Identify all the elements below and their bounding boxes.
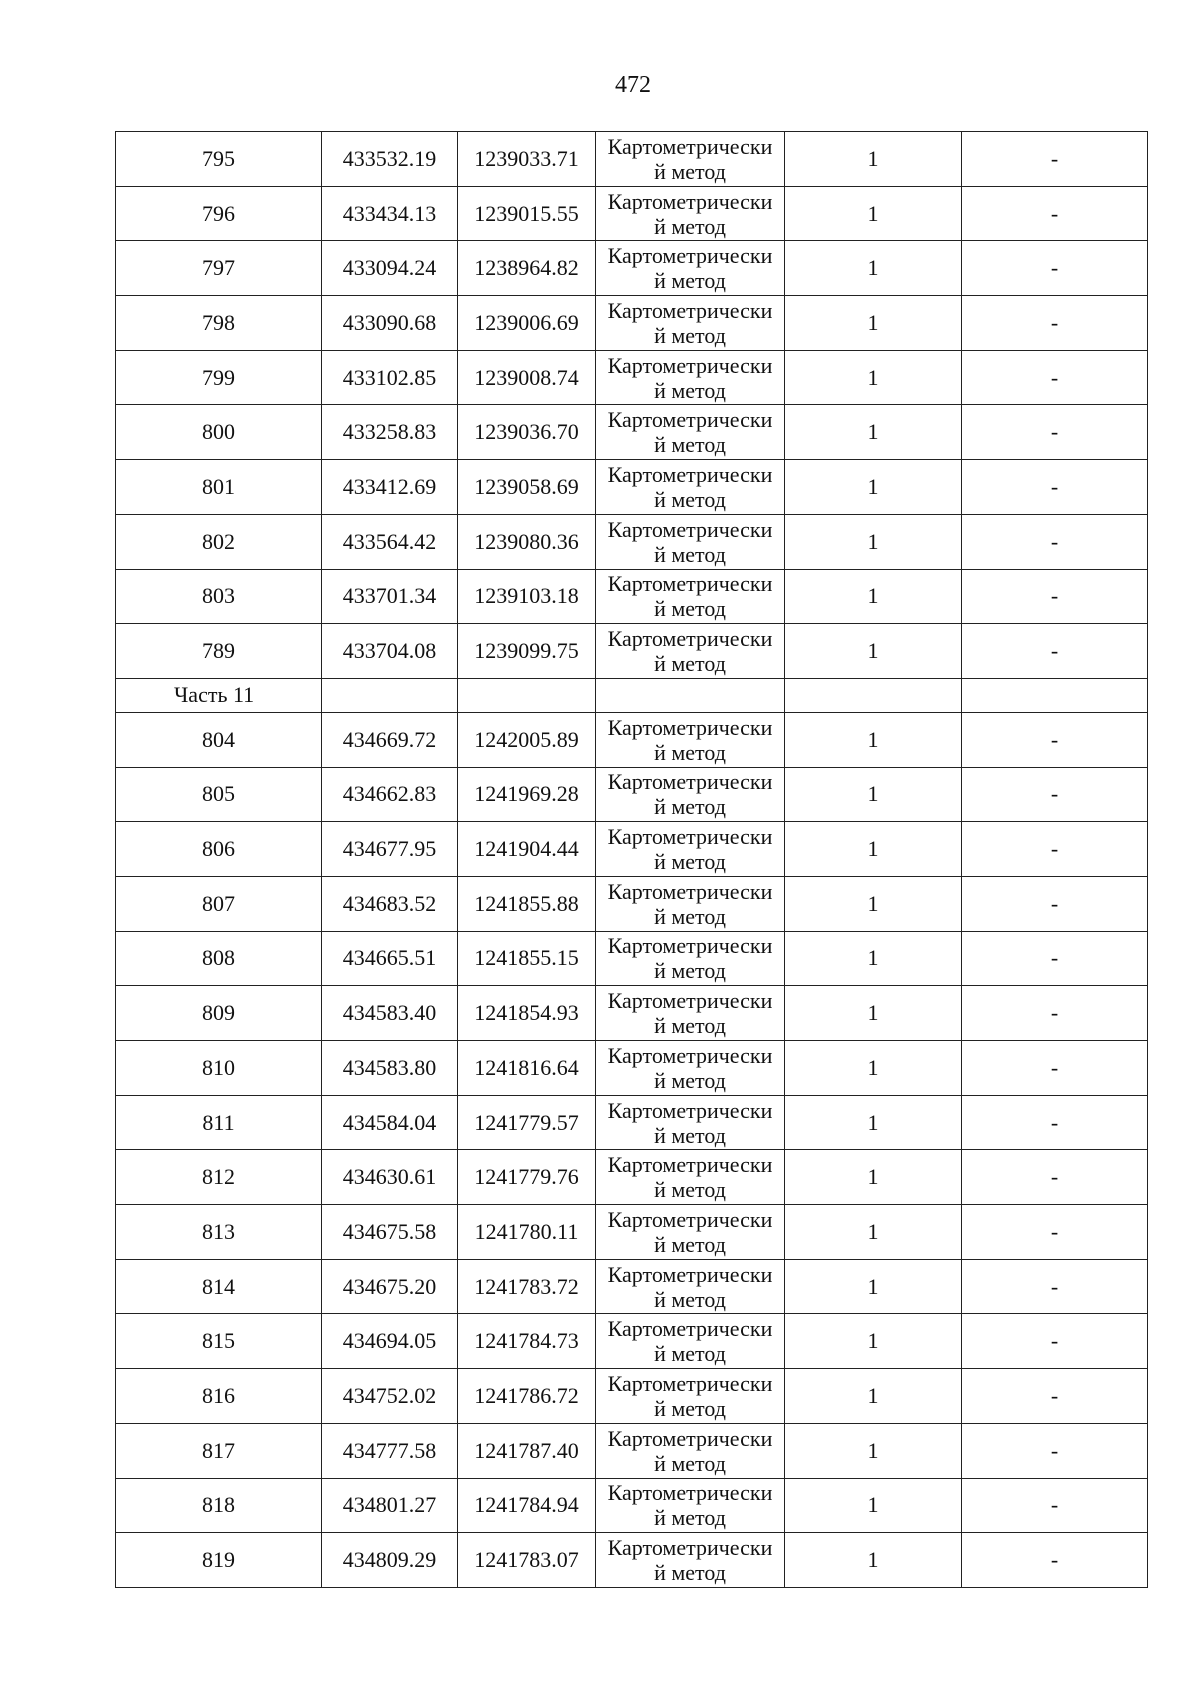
coordinates-table <box>115 131 1148 1588</box>
note-cell: - <box>962 1533 1148 1588</box>
note-cell: - <box>962 767 1148 822</box>
table-row <box>116 1205 1148 1260</box>
note-cell: - <box>962 241 1148 296</box>
empty-cell <box>458 678 596 712</box>
y-coordinate-cell: 1239008.74 <box>458 350 596 405</box>
method-line-2: й метод <box>654 1505 726 1531</box>
method-line-1: Картометрически <box>607 1370 773 1396</box>
method-line-1: Картометрически <box>607 243 773 269</box>
method-line-1: Картометрически <box>607 714 773 740</box>
x-coordinate-cell: 434777.58 <box>322 1423 458 1478</box>
method-line-1: Картометрически <box>607 1042 773 1068</box>
point-id-cell: 812 <box>116 1150 322 1205</box>
accuracy-cell: 1 <box>785 1095 962 1150</box>
y-coordinate-cell: 1241779.76 <box>458 1150 596 1205</box>
accuracy-cell: 1 <box>785 132 962 187</box>
point-id-cell: 789 <box>116 624 322 679</box>
note-cell: - <box>962 186 1148 241</box>
y-coordinate-cell: 1239033.71 <box>458 132 596 187</box>
method-cell <box>596 876 785 931</box>
method-line-1: Картометрически <box>607 133 773 159</box>
y-coordinate-cell: 1239058.69 <box>458 460 596 515</box>
x-coordinate-cell: 433258.83 <box>322 405 458 460</box>
method-line-1: Картометрически <box>607 571 773 597</box>
table-row <box>116 1478 1148 1533</box>
y-coordinate-cell: 1241787.40 <box>458 1423 596 1478</box>
point-id-cell: 800 <box>116 405 322 460</box>
x-coordinate-cell: 434675.58 <box>322 1205 458 1260</box>
accuracy-cell: 1 <box>785 1259 962 1314</box>
table-row <box>116 1041 1148 1096</box>
table-row <box>116 514 1148 569</box>
method-line-1: Картометрически <box>607 1206 773 1232</box>
method-line-2: й метод <box>654 541 726 567</box>
method-cell <box>596 1150 785 1205</box>
y-coordinate-cell: 1241854.93 <box>458 986 596 1041</box>
coordinates-table-body <box>116 132 1148 1588</box>
method-cell <box>596 296 785 351</box>
note-cell: - <box>962 876 1148 931</box>
table-row <box>116 296 1148 351</box>
y-coordinate-cell: 1239036.70 <box>458 405 596 460</box>
table-row <box>116 1150 1148 1205</box>
method-line-2: й метод <box>654 268 726 294</box>
x-coordinate-cell: 434694.05 <box>322 1314 458 1369</box>
x-coordinate-cell: 434669.72 <box>322 712 458 767</box>
method-line-2: й метод <box>654 486 726 512</box>
method-line-1: Картометрически <box>607 824 773 850</box>
method-line-1: Картометрически <box>607 626 773 652</box>
method-line-1: Картометрически <box>607 297 773 323</box>
note-cell: - <box>962 1259 1148 1314</box>
accuracy-cell: 1 <box>785 1205 962 1260</box>
point-id-cell: 806 <box>116 822 322 877</box>
method-line-2: й метод <box>654 903 726 929</box>
x-coordinate-cell: 433102.85 <box>322 350 458 405</box>
method-line-2: й метод <box>654 1122 726 1148</box>
point-id-cell: 813 <box>116 1205 322 1260</box>
method-line-1: Картометрически <box>607 1152 773 1178</box>
note-cell: - <box>962 1314 1148 1369</box>
x-coordinate-cell: 433564.42 <box>322 514 458 569</box>
x-coordinate-cell: 434801.27 <box>322 1478 458 1533</box>
method-line-2: й метод <box>654 794 726 820</box>
method-line-2: й метод <box>654 1067 726 1093</box>
method-cell <box>596 1369 785 1424</box>
point-id-cell: 796 <box>116 186 322 241</box>
method-cell <box>596 1205 785 1260</box>
accuracy-cell: 1 <box>785 876 962 931</box>
section-row <box>116 678 1148 712</box>
y-coordinate-cell: 1241786.72 <box>458 1369 596 1424</box>
table-row <box>116 767 1148 822</box>
accuracy-cell: 1 <box>785 1478 962 1533</box>
x-coordinate-cell: 433412.69 <box>322 460 458 515</box>
x-coordinate-cell: 433434.13 <box>322 186 458 241</box>
accuracy-cell: 1 <box>785 1041 962 1096</box>
y-coordinate-cell: 1241784.73 <box>458 1314 596 1369</box>
method-cell <box>596 132 785 187</box>
method-cell <box>596 1478 785 1533</box>
x-coordinate-cell: 434809.29 <box>322 1533 458 1588</box>
point-id-cell: 798 <box>116 296 322 351</box>
method-cell <box>596 1314 785 1369</box>
method-line-1: Картометрически <box>607 1425 773 1451</box>
y-coordinate-cell: 1241779.57 <box>458 1095 596 1150</box>
point-id-cell: 818 <box>116 1478 322 1533</box>
method-line-2: й метод <box>654 651 726 677</box>
accuracy-cell: 1 <box>785 712 962 767</box>
y-coordinate-cell: 1238964.82 <box>458 241 596 296</box>
method-line-1: Картометрически <box>607 1097 773 1123</box>
method-line-1: Картометрически <box>607 769 773 795</box>
method-line-2: й метод <box>654 849 726 875</box>
point-id-cell: 814 <box>116 1259 322 1314</box>
method-line-2: й метод <box>654 1450 726 1476</box>
accuracy-cell: 1 <box>785 186 962 241</box>
point-id-cell: 807 <box>116 876 322 931</box>
method-line-2: й метод <box>654 1341 726 1367</box>
method-line-2: й метод <box>654 377 726 403</box>
page-number: 472 <box>615 72 651 98</box>
point-id-cell: 797 <box>116 241 322 296</box>
y-coordinate-cell: 1241783.72 <box>458 1259 596 1314</box>
y-coordinate-cell: 1241784.94 <box>458 1478 596 1533</box>
method-line-1: Картометрически <box>607 1316 773 1342</box>
x-coordinate-cell: 434662.83 <box>322 767 458 822</box>
note-cell: - <box>962 1150 1148 1205</box>
method-line-1: Картометрически <box>607 878 773 904</box>
table-row <box>116 405 1148 460</box>
note-cell: - <box>962 569 1148 624</box>
x-coordinate-cell: 434665.51 <box>322 931 458 986</box>
method-line-2: й метод <box>654 958 726 984</box>
y-coordinate-cell: 1239099.75 <box>458 624 596 679</box>
y-coordinate-cell: 1239103.18 <box>458 569 596 624</box>
table-row <box>116 569 1148 624</box>
x-coordinate-cell: 434675.20 <box>322 1259 458 1314</box>
table-row <box>116 1095 1148 1150</box>
method-cell <box>596 767 785 822</box>
table-row <box>116 986 1148 1041</box>
y-coordinate-cell: 1241780.11 <box>458 1205 596 1260</box>
method-cell <box>596 986 785 1041</box>
method-line-1: Картометрически <box>607 988 773 1014</box>
accuracy-cell: 1 <box>785 460 962 515</box>
point-id-cell: 808 <box>116 931 322 986</box>
method-line-1: Картометрически <box>607 933 773 959</box>
method-line-2: й метод <box>654 1177 726 1203</box>
x-coordinate-cell: 433094.24 <box>322 241 458 296</box>
point-id-cell: 804 <box>116 712 322 767</box>
method-cell <box>596 1041 785 1096</box>
x-coordinate-cell: 433701.34 <box>322 569 458 624</box>
empty-cell <box>322 678 458 712</box>
note-cell: - <box>962 1205 1148 1260</box>
method-cell <box>596 1259 785 1314</box>
note-cell: - <box>962 460 1148 515</box>
empty-cell <box>785 678 962 712</box>
note-cell: - <box>962 931 1148 986</box>
table-row <box>116 132 1148 187</box>
note-cell: - <box>962 514 1148 569</box>
method-line-1: Картометрически <box>607 1261 773 1287</box>
y-coordinate-cell: 1241783.07 <box>458 1533 596 1588</box>
table-row <box>116 1423 1148 1478</box>
accuracy-cell: 1 <box>785 986 962 1041</box>
point-id-cell: 810 <box>116 1041 322 1096</box>
note-cell: - <box>962 1423 1148 1478</box>
y-coordinate-cell: 1241855.15 <box>458 931 596 986</box>
accuracy-cell: 1 <box>785 1533 962 1588</box>
method-cell <box>596 569 785 624</box>
table-row <box>116 186 1148 241</box>
point-id-cell: 795 <box>116 132 322 187</box>
accuracy-cell: 1 <box>785 296 962 351</box>
accuracy-cell: 1 <box>785 822 962 877</box>
method-cell <box>596 460 785 515</box>
x-coordinate-cell: 434677.95 <box>322 822 458 877</box>
y-coordinate-cell: 1239006.69 <box>458 296 596 351</box>
note-cell: - <box>962 822 1148 877</box>
point-id-cell: 799 <box>116 350 322 405</box>
table-row <box>116 241 1148 296</box>
point-id-cell: 803 <box>116 569 322 624</box>
point-id-cell: 809 <box>116 986 322 1041</box>
accuracy-cell: 1 <box>785 350 962 405</box>
method-cell <box>596 931 785 986</box>
x-coordinate-cell: 434630.61 <box>322 1150 458 1205</box>
table-row <box>116 460 1148 515</box>
x-coordinate-cell: 434583.40 <box>322 986 458 1041</box>
note-cell: - <box>962 1369 1148 1424</box>
y-coordinate-cell: 1242005.89 <box>458 712 596 767</box>
x-coordinate-cell: 433704.08 <box>322 624 458 679</box>
y-coordinate-cell: 1239015.55 <box>458 186 596 241</box>
accuracy-cell: 1 <box>785 931 962 986</box>
table-row <box>116 1259 1148 1314</box>
method-cell <box>596 241 785 296</box>
y-coordinate-cell: 1241855.88 <box>458 876 596 931</box>
accuracy-cell: 1 <box>785 1423 962 1478</box>
point-id-cell: 815 <box>116 1314 322 1369</box>
table-row <box>116 1369 1148 1424</box>
method-cell <box>596 514 785 569</box>
method-line-2: й метод <box>654 1286 726 1312</box>
method-cell <box>596 624 785 679</box>
table-row <box>116 1533 1148 1588</box>
accuracy-cell: 1 <box>785 569 962 624</box>
point-id-cell: 819 <box>116 1533 322 1588</box>
method-line-2: й метод <box>654 739 726 765</box>
accuracy-cell: 1 <box>785 1314 962 1369</box>
method-line-1: Картометрически <box>607 516 773 542</box>
accuracy-cell: 1 <box>785 1369 962 1424</box>
method-cell <box>596 350 785 405</box>
table-row <box>116 712 1148 767</box>
method-cell <box>596 405 785 460</box>
method-line-1: Картометрически <box>607 461 773 487</box>
note-cell: - <box>962 1041 1148 1096</box>
empty-cell <box>596 678 785 712</box>
method-cell <box>596 1533 785 1588</box>
method-line-2: й метод <box>654 322 726 348</box>
table-row <box>116 931 1148 986</box>
x-coordinate-cell: 433090.68 <box>322 296 458 351</box>
note-cell: - <box>962 986 1148 1041</box>
empty-cell <box>962 678 1148 712</box>
point-id-cell: 801 <box>116 460 322 515</box>
table-row <box>116 822 1148 877</box>
method-cell <box>596 1095 785 1150</box>
x-coordinate-cell: 434583.80 <box>322 1041 458 1096</box>
method-cell <box>596 712 785 767</box>
point-id-cell: 816 <box>116 1369 322 1424</box>
x-coordinate-cell: 434683.52 <box>322 876 458 931</box>
accuracy-cell: 1 <box>785 405 962 460</box>
point-id-cell: 817 <box>116 1423 322 1478</box>
method-cell <box>596 186 785 241</box>
method-line-2: й метод <box>654 432 726 458</box>
accuracy-cell: 1 <box>785 1150 962 1205</box>
method-cell <box>596 822 785 877</box>
section-label: Часть 11 <box>116 678 322 712</box>
method-line-2: й метод <box>654 158 726 184</box>
method-line-2: й метод <box>654 1013 726 1039</box>
accuracy-cell: 1 <box>785 241 962 296</box>
y-coordinate-cell: 1241969.28 <box>458 767 596 822</box>
table-row <box>116 876 1148 931</box>
method-line-2: й метод <box>654 1395 726 1421</box>
method-line-1: Картометрически <box>607 1480 773 1506</box>
note-cell: - <box>962 405 1148 460</box>
point-id-cell: 811 <box>116 1095 322 1150</box>
method-line-1: Картометрически <box>607 1535 773 1561</box>
note-cell: - <box>962 1478 1148 1533</box>
x-coordinate-cell: 434752.02 <box>322 1369 458 1424</box>
note-cell: - <box>962 624 1148 679</box>
method-line-2: й метод <box>654 1560 726 1586</box>
note-cell: - <box>962 350 1148 405</box>
method-line-1: Картометрически <box>607 352 773 378</box>
y-coordinate-cell: 1241816.64 <box>458 1041 596 1096</box>
x-coordinate-cell: 434584.04 <box>322 1095 458 1150</box>
note-cell: - <box>962 132 1148 187</box>
note-cell: - <box>962 712 1148 767</box>
point-id-cell: 805 <box>116 767 322 822</box>
table-row <box>116 350 1148 405</box>
y-coordinate-cell: 1239080.36 <box>458 514 596 569</box>
method-line-2: й метод <box>654 1231 726 1257</box>
table-row <box>116 1314 1148 1369</box>
table-row <box>116 624 1148 679</box>
method-line-1: Картометрически <box>607 407 773 433</box>
method-line-2: й метод <box>654 596 726 622</box>
method-line-2: й метод <box>654 213 726 239</box>
x-coordinate-cell: 433532.19 <box>322 132 458 187</box>
accuracy-cell: 1 <box>785 767 962 822</box>
point-id-cell: 802 <box>116 514 322 569</box>
accuracy-cell: 1 <box>785 624 962 679</box>
method-cell <box>596 1423 785 1478</box>
accuracy-cell: 1 <box>785 514 962 569</box>
y-coordinate-cell: 1241904.44 <box>458 822 596 877</box>
method-line-1: Картометрически <box>607 188 773 214</box>
note-cell: - <box>962 1095 1148 1150</box>
note-cell: - <box>962 296 1148 351</box>
